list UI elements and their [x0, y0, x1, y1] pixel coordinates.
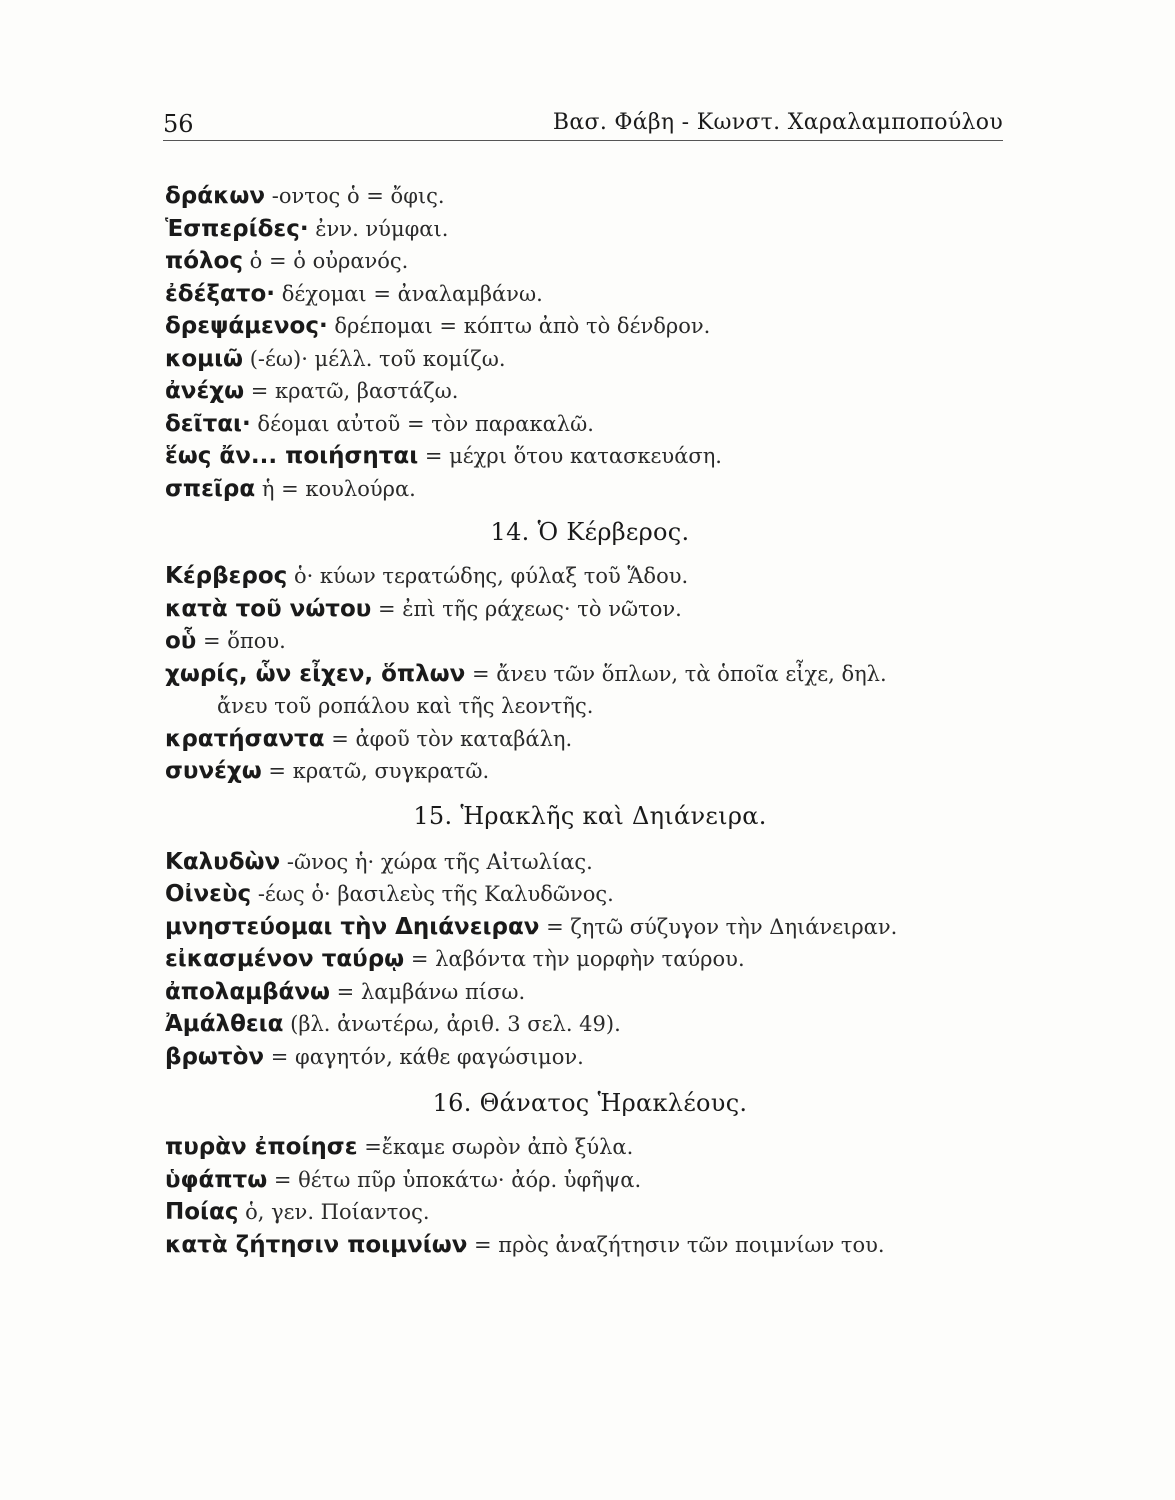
- running-title: Βασ. Φάβη - Κωνστ. Χαραλαμποπούλου: [552, 110, 1003, 135]
- entry-definition: ἡ = κουλούρα.: [255, 476, 416, 501]
- glossary-entry: [165, 473, 1015, 506]
- page-number: 56: [163, 110, 194, 138]
- entry-definition: = ὅπου.: [196, 629, 286, 653]
- glossary-entry: [165, 440, 1015, 473]
- entry-definition: ἐνν. νύμφαι.: [308, 216, 449, 241]
- glossary-entry: [165, 278, 1015, 311]
- entry-term: ἀπολαμβάνω: [165, 978, 330, 1005]
- glossary-entry: [165, 625, 1015, 658]
- entry-term: κατὰ ζήτησιν ποιμνίων: [165, 1231, 468, 1258]
- entry-term: ἕως ἄν... ποιήσηται: [165, 443, 419, 469]
- entry-definition: ὁ· κύων τερατώδης, φύλαξ τοῦ Ἅδου.: [287, 564, 689, 588]
- entry-term: κατὰ τοῦ νώτου: [165, 595, 372, 622]
- entry-term: ἀνέχω: [165, 378, 245, 404]
- entry-term: δράκων: [165, 183, 266, 209]
- glossary-entry: [165, 1008, 1015, 1041]
- entry-definition: = μέχρι ὅτου κατασκευάση.: [418, 444, 722, 468]
- glossary-entry: [165, 1229, 1015, 1262]
- entry-term: πυρὰν ἐποίησε: [165, 1134, 358, 1160]
- glossary-entry: [165, 1196, 1015, 1229]
- glossary-entry: [165, 408, 1015, 441]
- entry-definition: ὁ = ὁ οὐρανός.: [242, 249, 409, 273]
- entry-term: χωρίς, ὧν εἶχεν, ὅπλων: [165, 660, 466, 687]
- entry-definition: ὁ, γεν. Ποίαντος.: [238, 1200, 430, 1224]
- entry-term: κρατήσαντα: [165, 725, 325, 752]
- glossary-entry: [165, 723, 1015, 756]
- entry-definition: =ἔκαμε σωρὸν ἀπὸ ξύλα.: [357, 1135, 634, 1159]
- glossary-entry: [165, 846, 1015, 879]
- entry-definition: (-έω)· μέλλ. τοῦ κομίζω.: [243, 346, 506, 371]
- glossary-entry: [165, 755, 1015, 788]
- entry-term: μνηστεύομαι τὴν Δηιάνειραν: [165, 913, 540, 940]
- entry-term: βρωτὸν: [165, 1043, 265, 1070]
- section-heading-15: 15. Ἡρακλῆς καὶ Δηιάνειρα.: [413, 801, 767, 830]
- glossary-entry: [165, 878, 1015, 911]
- entry-term: σπεῖρα: [165, 475, 256, 502]
- page-header: [163, 104, 1003, 140]
- glossary-entry: [165, 343, 1015, 376]
- glossary-entry: [165, 1041, 1015, 1074]
- glossary-entry: [165, 213, 1015, 246]
- entry-term: Ἀμάλθεια: [165, 1011, 284, 1037]
- entry-term: οὗ: [165, 628, 197, 654]
- entry-definition: = θέτω πῦρ ὑποκάτω· ἀόρ. ὑφῆψα.: [267, 1167, 642, 1192]
- section-heading-16: 16. Θάνατος Ἡρακλέους.: [432, 1089, 748, 1117]
- entry-term: εἰκασμένον ταύρῳ: [165, 946, 405, 972]
- glossary-entry: [165, 911, 1015, 944]
- entry-definition: δρέπομαι = κόπτω ἀπὸ τὸ δένδρον.: [327, 314, 711, 338]
- entry-continuation: [165, 690, 1015, 723]
- entry-term: δρεψάμενος·: [165, 313, 328, 339]
- glossary-entry: [165, 375, 1015, 408]
- entry-definition: = λαμβάνω πίσω.: [330, 979, 526, 1004]
- entry-term: Καλυδὼν: [165, 848, 281, 875]
- entry-definition: δέχομαι = ἀναλαμβάνω.: [275, 281, 543, 306]
- entry-definition: = κρατῶ, συγκρατῶ.: [261, 759, 490, 783]
- glossary-entry: [165, 943, 1015, 976]
- entry-definition: = ἀφοῦ τὸν καταβάλη.: [324, 726, 573, 751]
- entry-term: δεῖται·: [165, 410, 251, 437]
- glossary-entry: [165, 560, 1015, 593]
- entry-term: κομιῶ: [165, 345, 244, 372]
- entry-term: συνέχω: [165, 758, 262, 784]
- entry-definition: -έως ὁ· βασιλεὺς τῆς Καλυδῶνος.: [251, 882, 614, 906]
- entry-term: Ποίας: [165, 1199, 239, 1225]
- entry-definition: = ἄνευ τῶν ὅπλων, τὰ ὁποῖα εἶχε, δηλ.: [465, 661, 887, 686]
- entry-term: Ἑσπερίδες·: [165, 215, 309, 242]
- glossary-entry: [165, 593, 1015, 626]
- entry-definition: = λαβόντα τὴν μορφὴν ταύρου.: [404, 947, 745, 971]
- entry-definition: ἄνευ τοῦ ροπάλου καὶ τῆς λεοντῆς.: [217, 694, 594, 718]
- entry-definition: = ζητῶ σύζυγον τὴν Δηιάνειραν.: [539, 914, 898, 939]
- entry-definition: = φαγητόν, κάθε φαγώσιμον.: [264, 1044, 584, 1069]
- glossary: [165, 180, 1015, 1261]
- entry-definition: = πρὸς ἀναζήτησιν τῶν ποιμνίων του.: [467, 1232, 885, 1257]
- entry-term: ὑφάπτω: [165, 1166, 268, 1193]
- entry-definition: = ἐπὶ τῆς ράχεως· τὸ νῶτον.: [371, 596, 682, 621]
- glossary-entry: [165, 1164, 1015, 1197]
- header-rule: [163, 140, 1003, 141]
- entry-definition: δέομαι αὐτοῦ = τὸν παρακαλῶ.: [250, 411, 594, 436]
- entry-term: ἐδέξατο·: [165, 280, 276, 307]
- entry-term: πόλος: [165, 248, 243, 274]
- entry-definition: (βλ. ἀνωτέρω, ἀριθ. 3 σελ. 49).: [283, 1012, 621, 1036]
- glossary-entry: [165, 180, 1015, 213]
- glossary-entry: [165, 1131, 1015, 1164]
- entry-definition: -ῶνος ἡ· χώρα τῆς Αἰτωλίας.: [280, 849, 593, 874]
- glossary-entry: [165, 310, 1015, 343]
- entry-term: Οἰνεὺς: [165, 881, 252, 907]
- glossary-entry: [165, 658, 1015, 691]
- entry-term: Κέρβερος: [165, 563, 288, 589]
- glossary-entry: [165, 976, 1015, 1009]
- entry-definition: = κρατῶ, βαστάζω.: [244, 379, 459, 403]
- glossary-entry: [165, 245, 1015, 278]
- entry-definition: -οντος ὁ = ὄφις.: [265, 184, 445, 208]
- section-heading-14: 14. Ὁ Κέρβερος.: [490, 518, 690, 546]
